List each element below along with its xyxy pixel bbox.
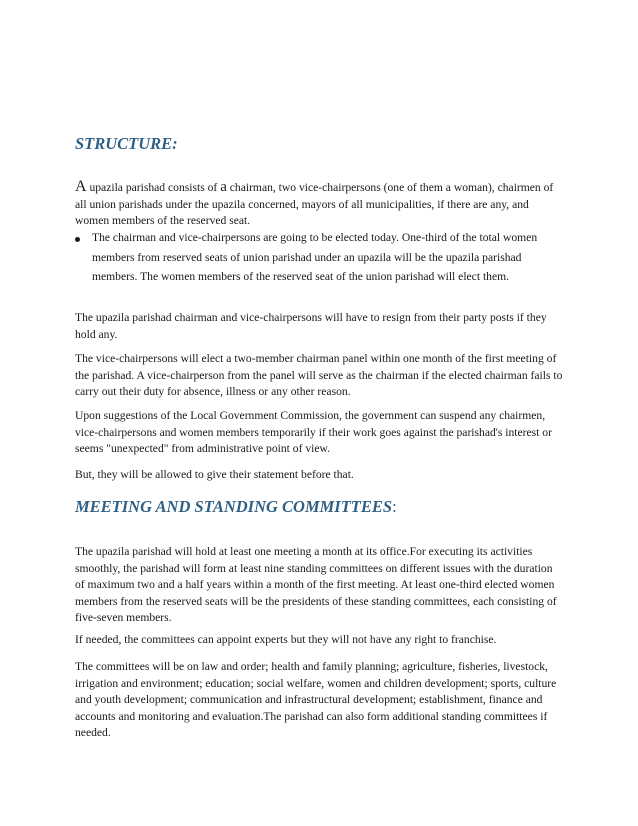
paragraph-meetings: The upazila parishad will hold at least one meeting a month at its office.For executing its activities smoothly, the parishad will form at least nine standing committees on different issues with the duration of maximum two and a half years within a month of the first meeting. At least one-third elected women members from the reserved seats will be the presidents of these standing committees, each consisting of five-seven members. — [75, 545, 557, 624]
section-heading-structure — [75, 134, 178, 154]
intro-text-b: chairman, two vice-chairpersons (one of them a woman), chairmen of all union parishads under the upazila concerned, mayors of all municipalities, if there are any, and women members of the reserved seat. — [75, 181, 554, 227]
paragraph-resign: The upazila parishad chairman and vice-chairpersons will have to resign from their party posts if they hold any. — [75, 311, 547, 341]
heading-text: STRUCTURE: — [75, 134, 178, 153]
paragraph-chairman-panel: The vice-chairpersons will elect a two-member chairman panel within one month of the first meeting of the parishad. A vice-chairperson from the panel will serve as the chairman if the elected chairman fails to carry out their duty for absence, illness or any other reason. — [75, 352, 563, 398]
bullet-dot-icon — [75, 237, 80, 242]
paragraph-suspend: Upon suggestions of the Local Government Commission, the government can suspend any chairmen, vice-chairpersons and women members temporarily if their work goes against the parishad's interest or seems "unexpected" from administrative point of view. — [75, 409, 552, 455]
paragraph-experts: If needed, the committees can appoint experts but they will not have any right to franchise. — [75, 633, 497, 646]
intro-big-letter: a — [220, 179, 227, 195]
intro-text-a: upazila parishad consists of — [86, 181, 221, 194]
paragraph-committees-list: The committees will be on law and order; health and family planning; agriculture, fisheries, livestock, irrigation and environment; education; social welfare, women and children development; sports, culture and youth development; communication and infrastructural development; establishment, finance and accounts and monitoring and evaluation.The parishad can also form additional standing committees if needed. — [75, 660, 557, 739]
bullet-text: The chairman and vice-chairpersons are going to be elected today. One-third of the total women members from reserved seats of union parishad under an upazila will be the upazila parishad members. The women members of the reserved seat of the union parishad will elect them. — [92, 231, 538, 283]
heading-suffix: : — [392, 497, 397, 516]
paragraph-statement: But, they will be allowed to give their statement before that. — [75, 468, 354, 481]
section-heading-meeting — [75, 497, 397, 517]
intro-first-letter: A — [75, 178, 87, 195]
structure-intro-paragraph — [75, 179, 565, 230]
heading-text: MEETING AND STANDING COMMITTEES — [75, 497, 393, 516]
